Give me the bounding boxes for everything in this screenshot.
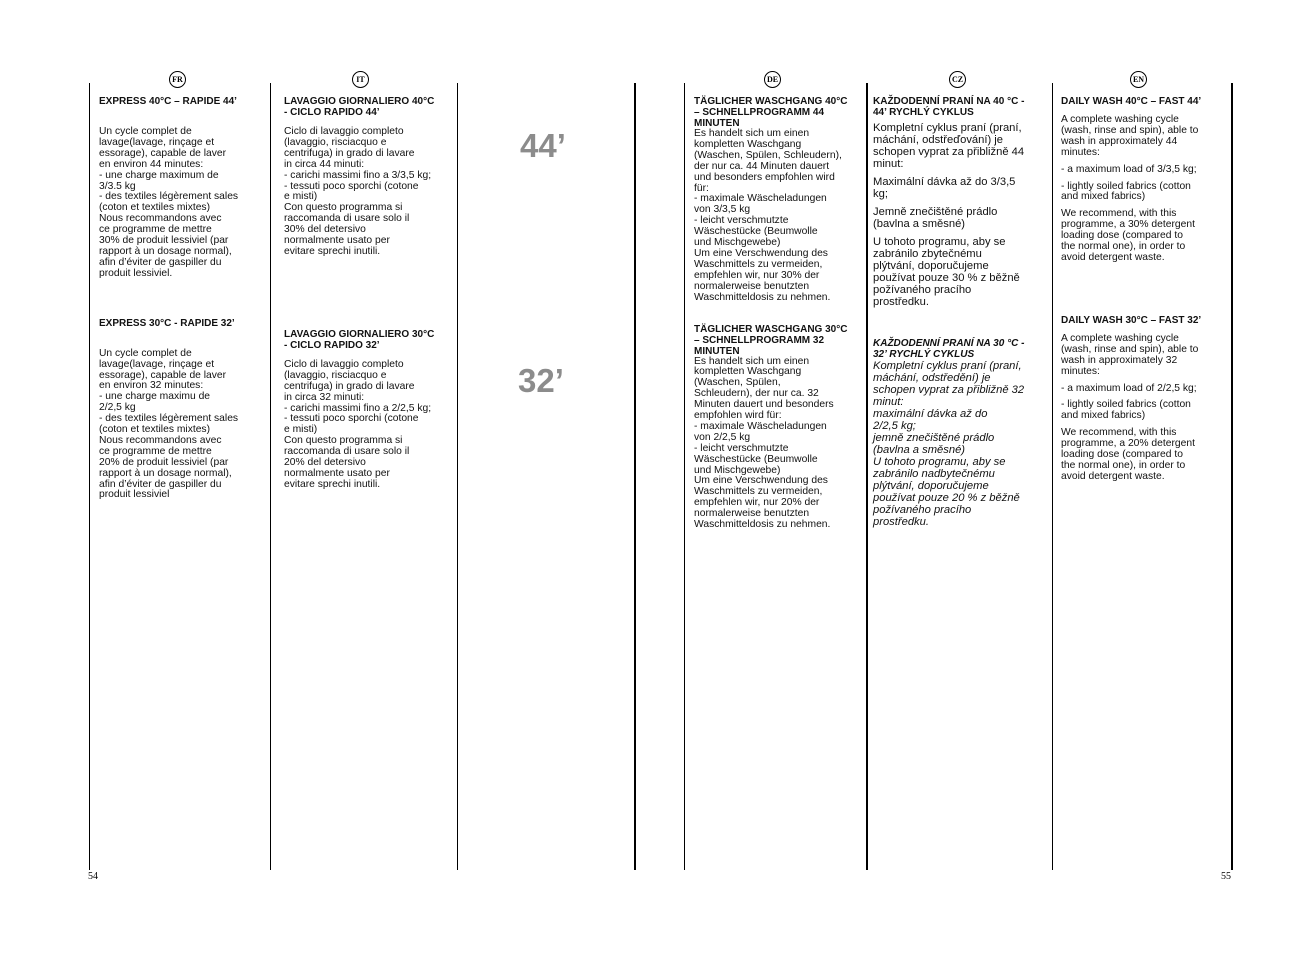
section-paragraph: We recommend, with this programme, a 30% detergent loading dose (compared to the normal one), in order to avoid detergent waste. [1061, 208, 1195, 263]
language-badge-de: DE [764, 71, 781, 88]
section-title: TÄGLICHER WASCHGANG 40°C – SCHNELLPROGRAMM 44 MINUTEN [694, 96, 848, 129]
section-paragraph: We recommend, with this programme, a 20% detergent loading dose (compared to the normal one), in order to avoid detergent waste. [1061, 427, 1195, 482]
section-body: Un cycle complet de lavage(lavage, rinçage et essorage), capable de laver en environ 32 minutes: - une charge maximu de 2/2,5 kg - des textiles légèrement sales (coton et textiles mixtes) Nous recommandons avec ce programme de mettre 20% de produit lessiviel (par rapport à un dosage normal), afin d’éviter de gaspiller du produit lessiviel [99, 347, 239, 501]
section-title: KAŽDODENNÍ PRANÍ NA 30 °C - 32’ RYCHLÝ CYKLUS [873, 337, 1025, 360]
column-divider [89, 83, 90, 870]
page-number-right: 55 [1221, 871, 1231, 882]
section-title: LAVAGGIO GIORNALIERO 30°C - CICLO RAPIDO 32’ [284, 328, 435, 351]
section-paragraph: - lightly soiled fabrics (cotton and mixed fabrics) [1061, 399, 1191, 422]
section-body: Es handelt sich um einen kompletten Waschgang (Waschen, Spülen, Schleudern), der nur ca. 44 Minuten dauert und besonders empfohlen wird für: - maximale Wäscheladungen von 3/3,5 kg - leicht verschmutzte Wäschestücke (Beumwolle und Mischgewebe) Um eine Verschwendung des Waschmittels zu vermeiden, empfehlen wir, nur 30% der normalerweise benutzten Waschmitteldosis zu nehmen. [694, 128, 842, 303]
section-paragraph: Kompletní cyklus praní (praní, máchání, odstřeďování) je schopen vyprat za přibližně 44 minut: [873, 122, 1025, 170]
section-title: KAŽDODENNÍ PRANÍ NA 40 °C - 44’ RYCHLÝ CYKLUS [873, 96, 1025, 118]
section-title: LAVAGGIO GIORNALIERO 40°C - CICLO RAPIDO 44’ [284, 96, 435, 118]
section-paragraph: A complete washing cycle (wash, rinse and spin), able to wash in approximately 44 minutes: [1061, 114, 1199, 158]
column-divider [684, 83, 685, 870]
page-number-left: 54 [88, 871, 98, 882]
language-badge-cz: CZ [949, 71, 966, 88]
language-badge-it: IT [352, 71, 369, 88]
column-en [1061, 96, 1229, 489]
column-divider [1052, 83, 1053, 870]
duration-label-44: 44’ [520, 127, 566, 164]
section-body: Ciclo di lavaggio completo (lavaggio, risciacquo e centrifuga) in grado di lavare in circa 32 minuti: - carichi massimi fino a 2/2,5 kg; - tessuti poco sporchi (cotone e misti) Con questo programma si raccomanda di usare solo il 20% del detersivo normalmente usato per evitare sprechi inutili. [284, 358, 432, 490]
section-paragraph: A complete washing cycle (wash, rinse and spin), able to wash in approximately 32 minutes: [1061, 332, 1199, 377]
column-divider [457, 83, 458, 870]
section-body: Ciclo di lavaggio completo (lavaggio, risciacquo e centrifuga) in grado di lavare in circa 44 minuti: - carichi massimi fino a 3/3,5 kg; - tessuti poco sporchi (cotone e misti) Con questo programma si raccomanda di usare solo il 30% del detersivo normalmente usato per evitare sprechi inutili. [284, 126, 432, 257]
language-badge-en: EN [1130, 71, 1147, 88]
section-paragraph: - a maximum load of 3/3,5 kg; [1061, 163, 1197, 175]
column-divider [866, 83, 868, 870]
column-it [284, 96, 456, 491]
section-paragraph: U tohoto programu, aby se zabránilo zbytečnému plýtvání, doporučujeme používat pouze 30 % z běžně požívaného pracího prostředku. [873, 235, 1020, 308]
section-paragraph: - lightly soiled fabrics (cotton and mixed fabrics) [1061, 180, 1191, 203]
section-body: Es handelt sich um einen kompletten Waschgang (Waschen, Spülen, Schleudern), der nur ca. 32 Minuten dauert und besonders empfohlen wird für: - maximale Wäscheladungen von 2/2,5 kg - leicht verschmutzte Wäschestücke (Beumwolle und Mischgewebe) Um eine Verschwendung des Waschmittels zu vermeiden, empfehlen wir, nur 20% der normalerweise benutzten Waschmitteldosis zu nehmen. [694, 355, 834, 531]
duration-label-32: 32’ [518, 362, 564, 399]
section-paragraph: - a maximum load of 2/2,5 kg; [1061, 382, 1197, 394]
column-de [694, 96, 866, 531]
section-title: EXPRESS 30°C - RAPIDE 32’ [99, 317, 235, 329]
column-divider [270, 83, 271, 870]
section-paragraph: Jemně znečištěné prádlo (bavlna a směsné) [873, 205, 998, 230]
section-paragraph: Maximální dávka až do 3/3,5 kg; [873, 175, 1016, 200]
language-badge-fr: FR [169, 71, 186, 88]
column-cz [873, 96, 1049, 528]
section-body: Un cycle complet de lavage(lavage, rinçage et essorage), capable de laver en environ 44 minutes: - une charge maximum de 3/3.5 kg - des textiles légèrement sales (coton et textiles mixtes) Nous recommandons avec ce programme de mettre 30% de produit lessiviel (par rapport à un dosage normal), afin d’éviter de gaspiller du produit lessiviel. [99, 126, 239, 279]
section-title: TÄGLICHER WASCHGANG 30°C – SCHNELLPROGRAMM 32 MINUTEN [694, 323, 848, 357]
section-title: DAILY WASH 40°C – FAST 44’ [1061, 96, 1202, 107]
section-title: EXPRESS 40°C – RAPIDE 44’ [99, 96, 237, 107]
section-title: DAILY WASH 30°C – FAST 32’ [1061, 314, 1202, 326]
section-body: Kompletní cyklus praní (praní, máchání, odstředění) je schopen vyprat za přibližně 32 minut: maximální dávka až do 2/2,5 kg; jemně znečištěné prádlo (bavlna a směsné) U tohoto programu, aby se zabránilo nadbytečnému plýtvání, doporučujeme používat pouze 20 % z běžně požívaného pracího prostředku. [873, 359, 1025, 528]
page-gutter-left [634, 83, 636, 870]
column-fr [99, 96, 269, 501]
page-edge-right [1231, 83, 1233, 870]
